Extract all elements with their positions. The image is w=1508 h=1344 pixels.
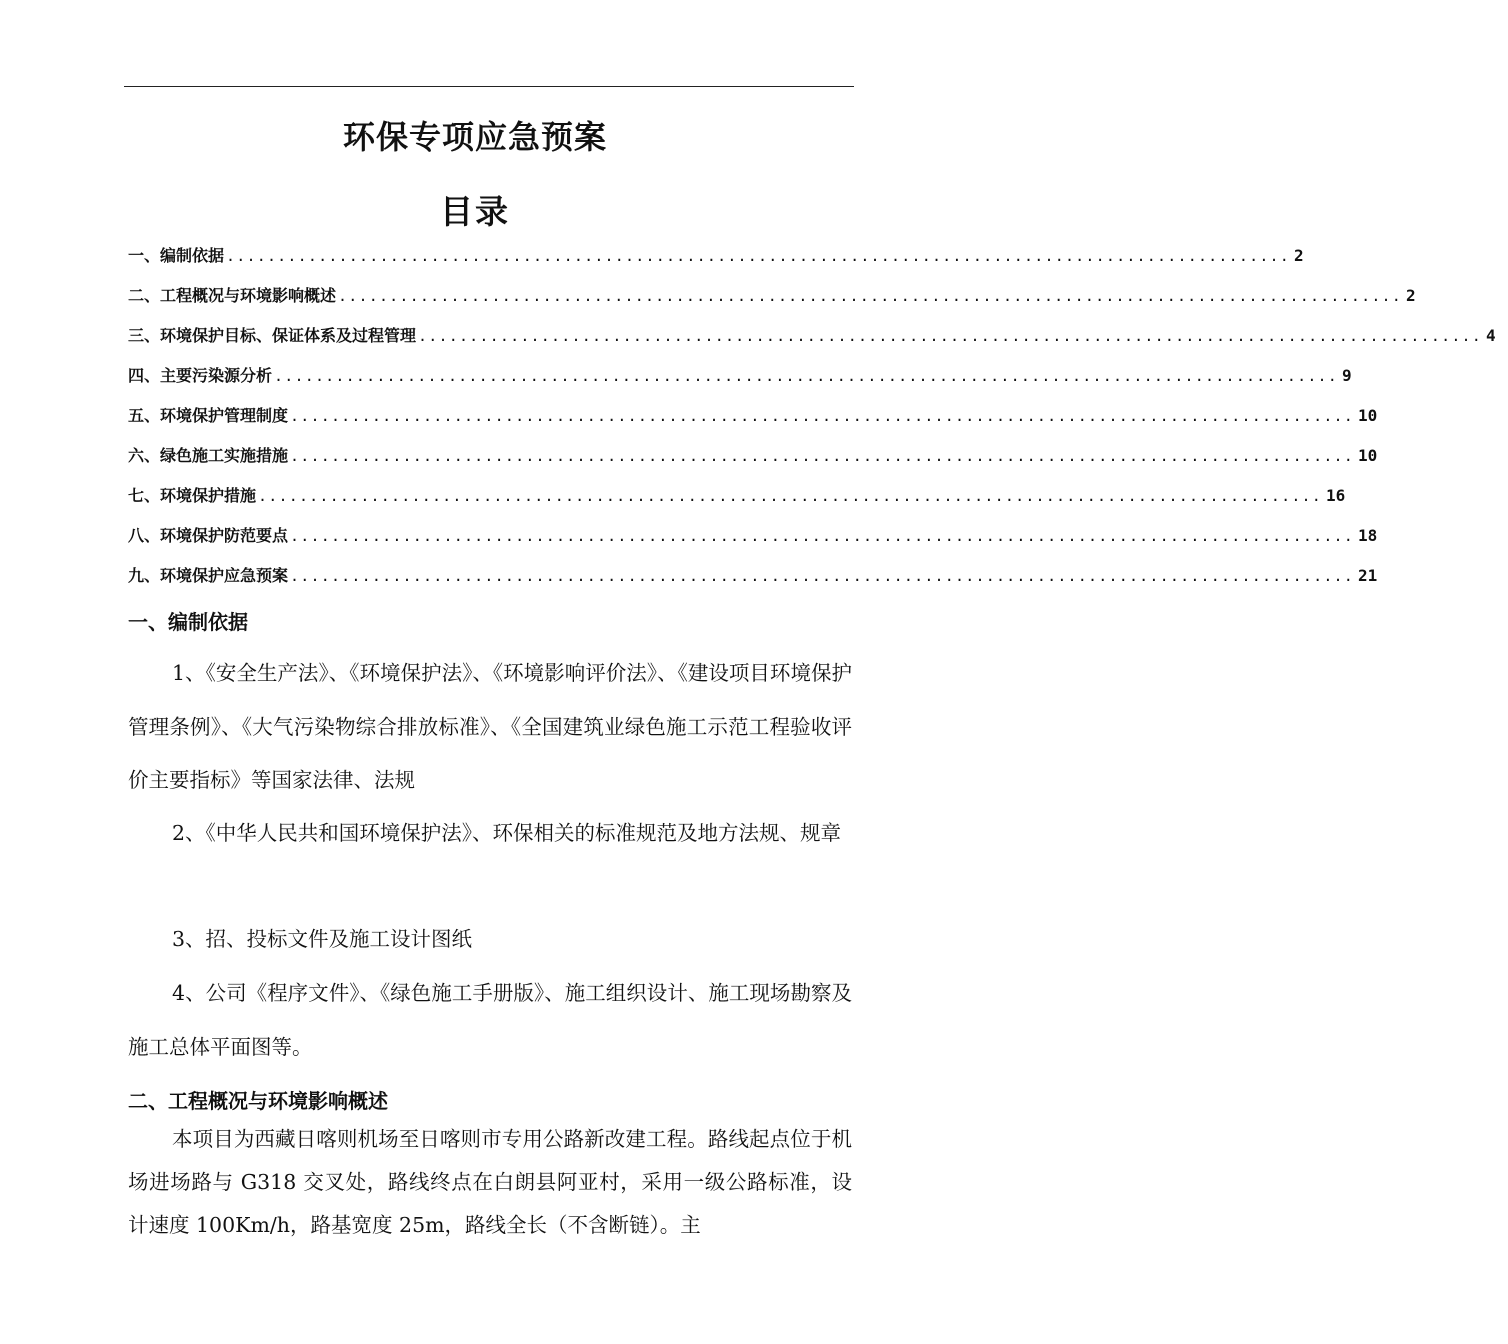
toc-entry-label: 七、环境保护措施 — [128, 486, 257, 505]
table-of-contents — [128, 244, 1496, 604]
document-title: 环保专项应急预案 — [342, 118, 607, 156]
toc-entry[interactable] — [128, 324, 1496, 364]
body-paragraph: 本项目为西藏日喀则机场至日喀则市专用公路新改建工程。路线起点位于机场进场路与 G318 交叉处，路线终点在白朗县阿亚村，采用一级公路标准，设计速度 100Km/h，路基宽度 25m，路线全长（不含断链）。主 — [128, 1127, 852, 1237]
toc-entry-label: 一、编制依据 — [128, 246, 225, 265]
toc-entry-page: 9 — [1342, 366, 1352, 385]
toc-dot-leader: ........................................................................................................ — [226, 247, 1291, 265]
toc-entry-page: 4 — [1486, 326, 1496, 345]
toc-dot-leader: ........................................................................................................ — [290, 567, 1355, 585]
toc-dot-leader: ........................................................................................................ — [258, 487, 1323, 505]
toc-entry-page: 2 — [1406, 286, 1416, 305]
toc-dot-leader: ........................................................................................................ — [290, 527, 1355, 545]
toc-entry-page: 21 — [1358, 566, 1378, 585]
toc-dot-leader: ........................................................................................................ — [418, 327, 1483, 345]
toc-entry-label: 六、绿色施工实施措施 — [128, 446, 289, 465]
body-paragraph: 1、《安全生产法》、《环境保护法》、《环境影响评价法》、《建设项目环境保护管理条例》、《大气污染物综合排放标准》、《全国建筑业绿色施工示范工程验收评价主要指标》等国家法律、法规 — [128, 661, 852, 792]
toc-entry[interactable] — [128, 404, 1378, 444]
toc-entry[interactable] — [128, 444, 1378, 484]
toc-dot-leader: ........................................................................................................ — [338, 287, 1403, 305]
body-paragraph: 3、招、投标文件及施工设计图纸 — [172, 927, 473, 951]
toc-entry-label: 三、环境保护目标、保证体系及过程管理 — [128, 326, 417, 345]
header-rule — [124, 86, 854, 87]
toc-entry[interactable] — [128, 524, 1378, 564]
toc-entry-page: 18 — [1358, 526, 1378, 545]
toc-entry[interactable] — [128, 284, 1416, 324]
toc-entry-page: 10 — [1358, 446, 1378, 465]
body-paragraph: 4、公司《程序文件》、《绿色施工手册版》、施工组织设计、施工现场勘察及施工总体平面图等。 — [128, 981, 852, 1059]
toc-dot-leader: ........................................................................................................ — [290, 407, 1355, 425]
toc-entry[interactable] — [128, 484, 1346, 524]
toc-entry-page: 16 — [1326, 486, 1346, 505]
toc-entry-label: 五、环境保护管理制度 — [128, 406, 289, 425]
section-heading: 二、工程概况与环境影响概述 — [128, 1089, 388, 1113]
toc-entry-label: 二、工程概况与环境影响概述 — [128, 286, 337, 305]
toc-entry-label: 四、主要污染源分析 — [128, 366, 273, 385]
section-heading: 一、编制依据 — [128, 610, 248, 634]
body-paragraph: 2、《中华人民共和国环境保护法》、环保相关的标准规范及地方法规、规章 — [172, 821, 842, 845]
toc-entry-page: 10 — [1358, 406, 1378, 425]
toc-entry[interactable] — [128, 364, 1352, 404]
toc-entry[interactable] — [128, 564, 1378, 604]
toc-entry-page: 2 — [1294, 246, 1304, 265]
toc-entry-label: 八、环境保护防范要点 — [128, 526, 289, 545]
toc-heading: 目录 — [440, 192, 510, 231]
toc-entry[interactable] — [128, 244, 1304, 284]
toc-dot-leader: ........................................................................................................ — [274, 367, 1339, 385]
toc-entry-label: 九、环境保护应急预案 — [128, 566, 289, 585]
toc-dot-leader: ........................................................................................................ — [290, 447, 1355, 465]
